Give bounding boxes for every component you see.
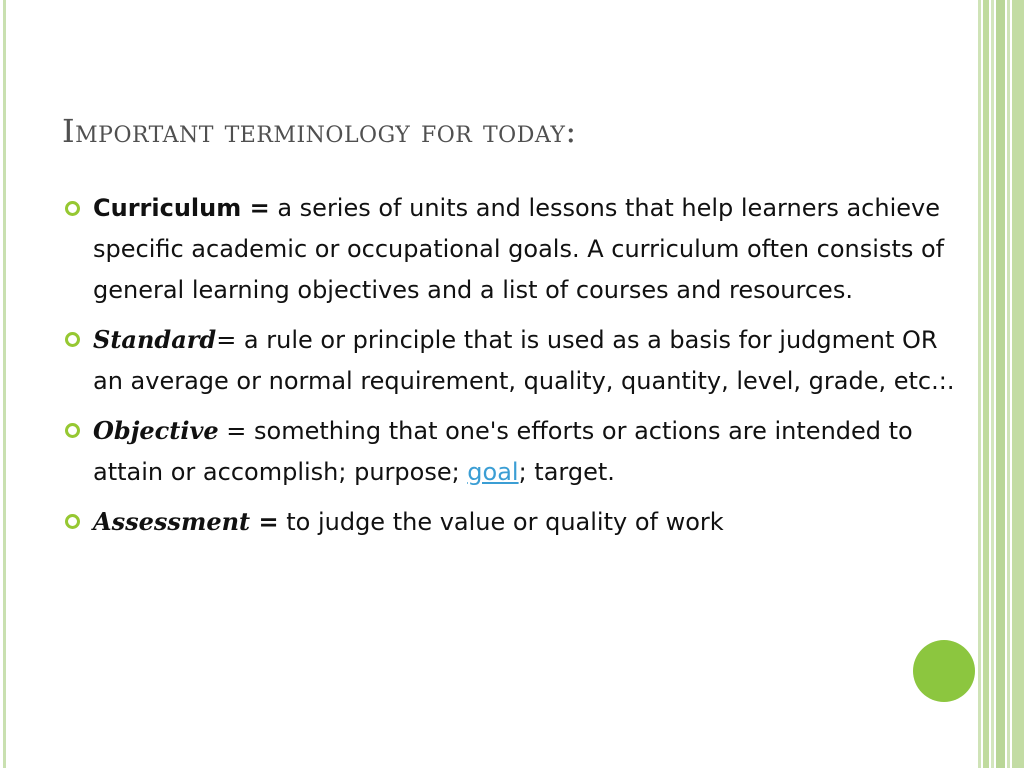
definition-standard: = a rule or principle that is used as a basis for judgment OR an average or normal requirement, quality, quantity, level, grade, etc.:. — [93, 326, 955, 395]
definition-objective-start: = something that one's efforts or actions are intended to attain or accomplish; purpose; — [93, 417, 913, 486]
bullet-circle-icon — [65, 201, 80, 216]
decorative-green-circle — [913, 640, 975, 702]
bullet-item-objective — [62, 410, 974, 493]
bullet-list — [62, 188, 974, 551]
right-border-stripe — [978, 0, 981, 768]
term-assessment: Assessment = — [93, 507, 279, 536]
bullet-circle-icon — [65, 332, 80, 347]
right-border-stripe — [983, 0, 989, 768]
bullet-circle-icon — [65, 423, 80, 438]
definition-assessment: to judge the value or quality of work — [278, 508, 724, 536]
right-border-stripe — [991, 0, 994, 768]
definition-objective-end: ; target. — [518, 458, 615, 486]
bullet-circle-icon — [65, 514, 80, 529]
bullet-item-standard — [62, 319, 974, 402]
slide-title: Important terminology for today: — [62, 112, 577, 150]
goal-link[interactable]: goal — [467, 458, 519, 486]
term-curriculum: Curriculum = — [93, 194, 270, 222]
definition-curriculum: a series of units and lessons that help learners achieve specific academic or occupational goals. A curriculum often consists of general learning objectives and a list of courses and resources. — [93, 194, 945, 304]
term-standard: Standard — [93, 325, 217, 354]
term-objective: Objective — [93, 416, 219, 445]
bullet-item-curriculum — [62, 188, 974, 311]
right-border-stripe — [996, 0, 1005, 768]
left-border-decoration — [3, 0, 6, 768]
right-border-stripe — [1007, 0, 1010, 768]
bullet-item-assessment — [62, 501, 974, 543]
right-border-stripe — [1012, 0, 1024, 768]
